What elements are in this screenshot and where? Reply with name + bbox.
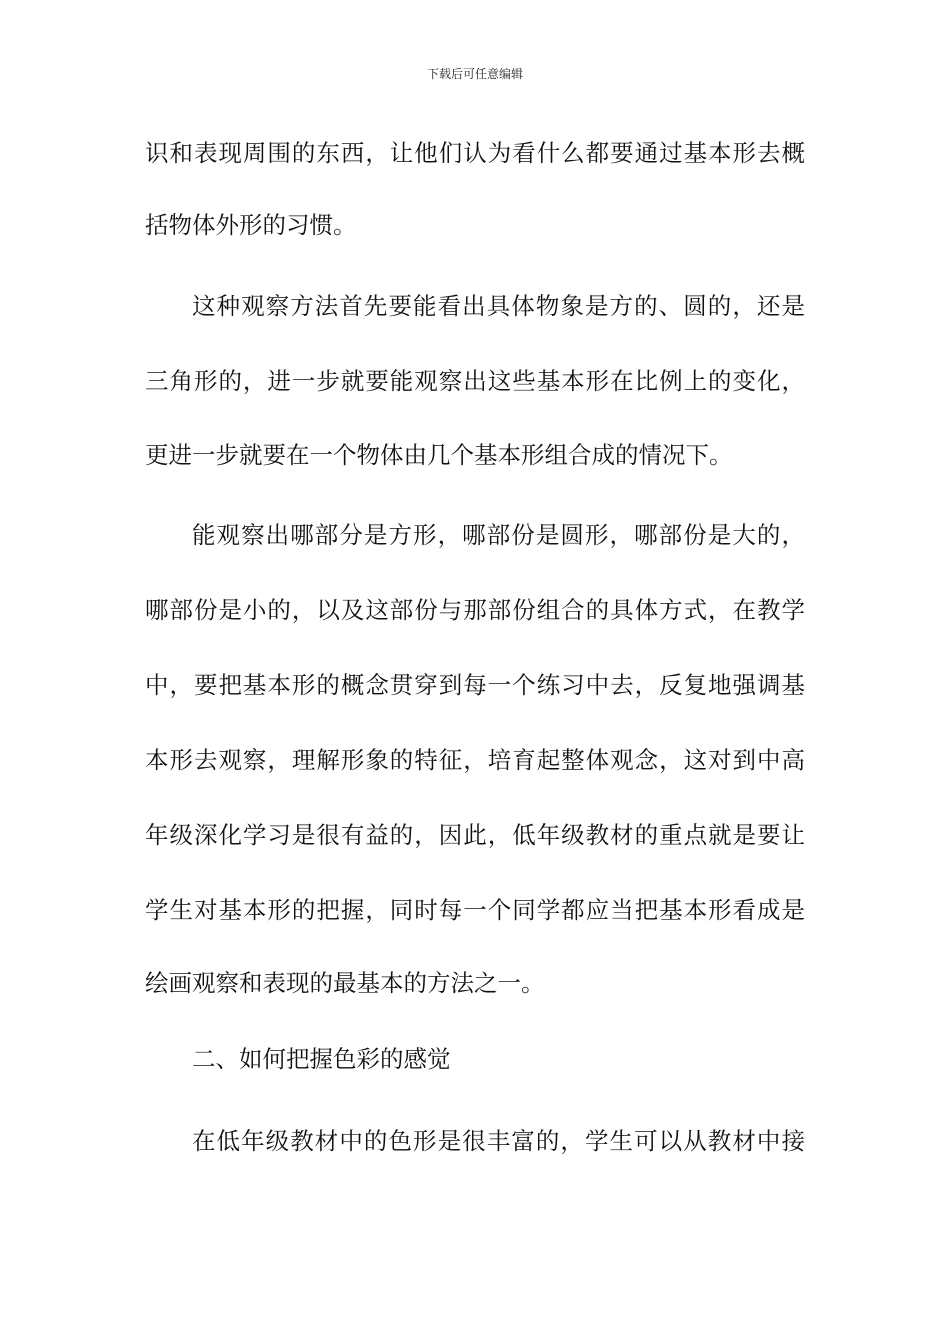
body-line-12: 绘画观察和表现的最基本的方法之一。 bbox=[145, 969, 545, 997]
body-line-4: 三角形的，进一步就要能观察出这些基本形在比例上的变化， bbox=[145, 367, 805, 395]
body-line-8: 中，要把基本形的概念贯穿到每一个练习中去，反复地强调基 bbox=[145, 671, 805, 699]
body-line-7: 哪部份是小的，以及这部份与那部份组合的具体方式，在教学 bbox=[145, 596, 805, 624]
body-line-10: 年级深化学习是很有益的，因此，低年级教材的重点就是要让 bbox=[145, 821, 805, 849]
body-line-1: 识和表现周围的东西，让他们认为看什么都要通过基本形去概 bbox=[145, 139, 805, 167]
body-line-11: 学生对基本形的把握，同时每一个同学都应当把基本形看成是 bbox=[145, 896, 805, 924]
body-line-2: 括物体外形的习惯。 bbox=[145, 211, 357, 239]
body-line-6: 能观察出哪部分是方形，哪部份是圆形，哪部份是大的， bbox=[192, 521, 805, 549]
section-heading: 二、如何把握色彩的感觉 bbox=[192, 1045, 451, 1073]
body-line-14: 在低年级教材中的色形是很丰富的，学生可以从教材中接 bbox=[192, 1127, 805, 1155]
body-line-9: 本形去观察，理解形象的特征，培育起整体观念，这对到中高 bbox=[145, 746, 805, 774]
body-line-3: 这种观察方法首先要能看出具体物象是方的、圆的，还是 bbox=[192, 292, 805, 320]
body-line-5: 更进一步就要在一个物体由几个基本形组合成的情况下。 bbox=[145, 441, 733, 469]
page-header: 下载后可任意编辑 bbox=[426, 67, 523, 81]
